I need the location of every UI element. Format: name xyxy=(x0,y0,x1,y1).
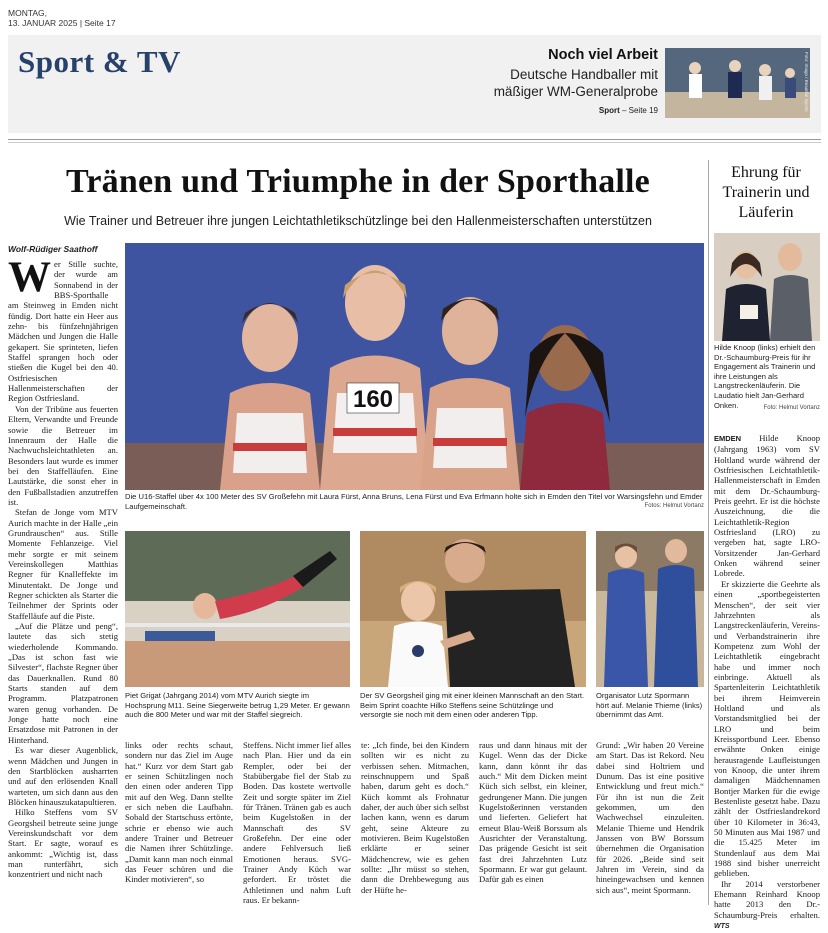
article-headline: Tränen und Triumphe in der Sporthalle xyxy=(66,163,650,200)
column-2-text: links oder rechts schaut, sondern nur das Ziel im Auge hat.“ Kurz vor dem Start gab er seinen Schützlingen noch den einen oder anderen Tipp mit auf den Weg. Dann stellte er sich neben die Laufbahn. Sobald der Startschuss ertönte, schrie er ebenso wie auch andere Trainer und Betreuer die Namen ihrer Schützlinge. „Damit kann man noch einmal das Feuer schüren und die Kinder motivieren“, so xyxy=(125,740,233,885)
caption-organizers: Organisator Lutz Spormann hört auf. Melanie Thieme (links) übernimmt das Amt. xyxy=(596,691,703,720)
teaser-photo-handball[interactable] xyxy=(665,48,810,118)
article-column-6 xyxy=(596,740,704,906)
photo-coach-tip[interactable] xyxy=(360,531,586,687)
paragraph-1: er Stille suchte, der wurde am Sonnabend in der BBS-Sporthalle am Steinweg in Emden nicht fündig. Dort hatte ein Heer aus zehn- bis fünfzehnjährigen Mädchen und Jungen die Halle gekapert. Sie sprinteten, liefen Staffel sprangen hoch oder stießen die Kugel bei den 40. Ostfriesischen Hallenmeisterschaften der Region Ostfriesland. xyxy=(8,259,118,404)
sidebar-paragraph-1: Hilde Knoop (Jahrgang 1963) vom SV Holtland wurde während der Ostfriesischen Leichtathletik-Hallenmeisterschaft in Emden mit dem Dr.-Schaumburg-Preis geehrt. Er ist die höchste Auszeichnung, die die Leichtathletik-Region Ostfriesland (LRO) zu vergeben hat, sagte LRO-Vorsitzender Jan-Gerhard Onken während seiner Lobrede. xyxy=(714,433,820,579)
article-column-1 xyxy=(8,254,118,907)
teaser-title[interactable]: Noch viel Arbeit xyxy=(548,47,658,63)
column-3-text: Steffens. Nicht immer lief alles nach Plan. Hier und da ein Rempler, oder bei der Stabübergabe fiel der Stab zu Boden. Das kostete wertvolle Zeit und sorgte später im Ziel für Tränen. Tränen gab es auch beim Kugelstoßen in der Mannschaft des SV Großefehn. Der eine oder andere Fehlversuch ließ Emotionen heraus. SVG-Trainer Andy Küch war gefordert. Er tröstet die Athletinnen und nahm Luft raus. Er bekann- xyxy=(243,740,351,906)
bib-number: 160 xyxy=(352,386,394,413)
column-4-text: te: „Ich finde, bei den Kindern sollten wir es nicht zu verbissen sehen. Mitmachen, reinschnuppern und Spaß haben, darum geht es doch.“ Küch kommt als Frohnatur daher, der auch über sich selbst lachen kann, wenn es darum geht, seine Akteure zu motivieren. Beim Kugelstoßen erklärte er seiner Mädchencrew, wie es gehen sollte: „Ihr müsst so stehen, dann die Drehbewegung aus der Hüfte he- xyxy=(361,740,469,895)
column-5-text: raus und dann hinaus mit der Kugel. Wenn das der Dicke kann, dann könnt ihr das auch.“ Mit dem Dicken meint Küch sich selbst, ein kleiner, gedrungener Mann. Die jungen Kugelstoßerinnen verstanden und lieferten. Geliefert hat erneut Blau-Weiß Borssum als Ausrichter der Veranstaltung. Das prägende Gesicht ist seit fast drei Jahrzehnten Lutz Spormann. Er war gut gelaunt. Dafür gab es einen xyxy=(479,740,587,885)
article-column-5 xyxy=(479,740,587,906)
sidebar-paragraph-3: Ihr 2014 verstorbener Ehemann Reinhard Knoop hatte 2013 den Dr.-Schaumburg-Preis erhalten. xyxy=(714,878,820,920)
photo-high-jump[interactable] xyxy=(125,531,350,687)
sidebar-divider xyxy=(708,160,709,905)
sidebar-paragraph-2: Er skizzierte die Geehrte als einen „sportbegeisterten Menschen“, der seit vier Jahrzehnten als Langstreckenläuferin, Vereins- und Verbandstrainerin ihre Kompetenz zum Wohl der Leichtathletik eingebracht habe und immer noch einbringe. Aktuell als Spartenleiterin Leichtathletik bei ihrem Heimverein Holtland und als Vorstandsmitglied bei der LRO und beim Kreissportbund Leer. Ebenso erwähnte Onken einige herausragende Laufleistungen von Knoop, die unter ihrem damaligen Mädchennamen Bontjer Marken für die ewige Bestenliste gesetzt habe. Dazu zählt der Ostfrieslandrekord über 10 Kilometer in 36:43, 50 Minuten aus Mai 1987 und die 15.425 Meter im Stundenlauf aus dem Mai 1988 sind bisher unerreicht geblieben. xyxy=(714,578,820,879)
article-author: Wolf-Rüdiger Saathoff xyxy=(8,244,98,254)
teaser-subtitle-line1: Deutsche Handballer mit xyxy=(510,67,658,82)
article-subheadline: Wie Trainer und Betreuer ihre jungen Leichtathletikschützlinge bei den Hallenmeisterschaften unterstützen xyxy=(64,214,652,228)
photo-high-jump-shapes xyxy=(125,531,350,687)
paragraph-3: Stefan de Jonge vom MTV Aurich machte in der Halle „ein Grundrauschen“ aus. Stille Momente Fehlanzeige. Viel mehr sorgte er mit seinem Vereinskollegen Matthias Regner für Knalleffekte im Minutentakt. De Jonge und Regner schickten als Starter die Teilnehmer der Sprints oder Staffelläufe auf die Piste. xyxy=(8,507,118,621)
sidebar-signature: WTS xyxy=(714,923,730,931)
main-photo-credit: Fotos: Helmut Vortanz xyxy=(644,503,704,509)
column-6-text: Grund: „Wir haben 20 Vereine am Start. Das ist Rekord. Neu dabei sind Holtriem und Dunum. Das ist eine positive Entwicklung und freut mich.“ Für ihn ist nun die Zeit gekommen, um den Wachwechsel einzuleiten. Melanie Thieme und Hendrik Janssen von BW Borssum übernehmen die Organisation für 2026. „Beide sind seit Jahren im Verein, sind da hineingewachsen und kennen sich aus“, meint Spormann. xyxy=(596,740,704,895)
paragraph-4: „Auf die Plätze und peng“, lautete das sich stetig wiederholende Kommando. „Das ist schon fast wie Silvester“, flachste Regner über das Dauerknallen. Rund 80 Starts standen auf dem Programm. Platzpatronen waren genug vorhanden. De Jonge hatte noch eine Ersatzdose mit Patronen in der Hinterhand. xyxy=(8,621,118,745)
date: 13. JANUAR 2025 xyxy=(8,18,78,28)
paragraph-6: Hilko Steffens vom SV Georgsheil betreute seine junge Vereinskundschaft vor dem Start. Er sagte, worauf es ankommt: „Wichtig ist, dass man runterfährt, sich konzentriert und nicht nach xyxy=(8,807,118,880)
divider-top-2 xyxy=(8,142,821,143)
paragraph-2: Von der Tribüne aus feuerten Eltern, Verwandte und Freunde sowie die Betreuer im Innenraum der Halle die Nachwuchsleichtathleten an. Besonders laut wurde es immer bei den Staffelläufen. Eine Lautstärke, die sonst eher in den Fußballstadien anzutreffen ist. xyxy=(8,403,118,507)
article-column-4 xyxy=(361,740,469,906)
page-number: Seite 17 xyxy=(84,18,116,28)
sidebar-headline: Ehrung für Trainerin und Läuferin xyxy=(722,164,810,221)
caption-coach: Der SV Georgsheil ging mit einer kleinen Mannschaft an den Start. Beim Sprint coachte Hilko Steffens seine Schützlinge und versorgte sie noch mit dem einen oder anderen Tipp. xyxy=(360,691,585,720)
photo-organizers[interactable] xyxy=(596,531,704,687)
sidebar-photo-shapes xyxy=(714,233,820,341)
dropcap: W xyxy=(8,254,51,301)
article-column-3 xyxy=(243,740,351,906)
sidebar-text xyxy=(714,433,820,931)
main-photo-shapes xyxy=(125,243,704,490)
photo-coach-shapes xyxy=(360,531,586,687)
sidebar-place: EMDEN xyxy=(714,434,742,443)
dateline: MONTAG, 13. JANUAR 2025 | Seite 17 xyxy=(8,8,116,28)
teaser-ref-page: – Seite 19 xyxy=(619,106,658,115)
caption-high-jump: Piet Grigat (Jahrgang 2014) vom MTV Aurich siegte im Hochsprung M11. Seine Siegerweite betrug 1,29 Meter. Er gewann auch die 800 Meter und war mit der Staffel siegreich. xyxy=(125,691,350,720)
sidebar-photo-award[interactable] xyxy=(714,233,820,341)
divider-top xyxy=(8,139,821,140)
teaser-page-ref[interactable] xyxy=(599,106,658,115)
teaser-photo-credit: Foto: Imago / Beautiful Sports xyxy=(804,52,809,112)
article-column-2 xyxy=(125,740,233,906)
sidebar-photo-credit: Foto: Helmut Vortanz xyxy=(763,405,820,411)
section-title: Sport & TV xyxy=(18,44,181,79)
sidebar-caption: Hilde Knoop (links) erhielt den Dr.-Schaumburg-Preis für ihr Engagement als Trainerin und ihre Leistungen als Langstreckenläuferin. Die Laudatio hielt Jan-Gerhard Onken. xyxy=(714,343,816,410)
teaser-subtitle xyxy=(398,66,658,100)
main-photo-relay-team[interactable] xyxy=(125,243,704,490)
main-photo-caption: Die U16-Staffel über 4x 100 Meter des SV Großefehn mit Laura Fürst, Anna Bruns, Lena Fürst und Eva Erfmann holte sich in Emden den Titel vor Warsingsfehn und Emder Laufgemeinschaft. xyxy=(125,492,703,511)
photo-organizers-shapes xyxy=(596,531,704,687)
teaser-photo-shapes xyxy=(665,48,810,118)
teaser-subtitle-line2: mäßiger WM-Generalprobe xyxy=(493,84,658,99)
paragraph-5: Es war dieser Augenblick, wenn Mädchen und Jungen in den Startblöcken ausharrten und auf den erlösenden Knall warteten, um sich dann aus den Blöcken hinauszukatapultieren. xyxy=(8,745,118,807)
teaser-ref-section: Sport xyxy=(598,106,620,115)
weekday: MONTAG, xyxy=(8,8,48,18)
